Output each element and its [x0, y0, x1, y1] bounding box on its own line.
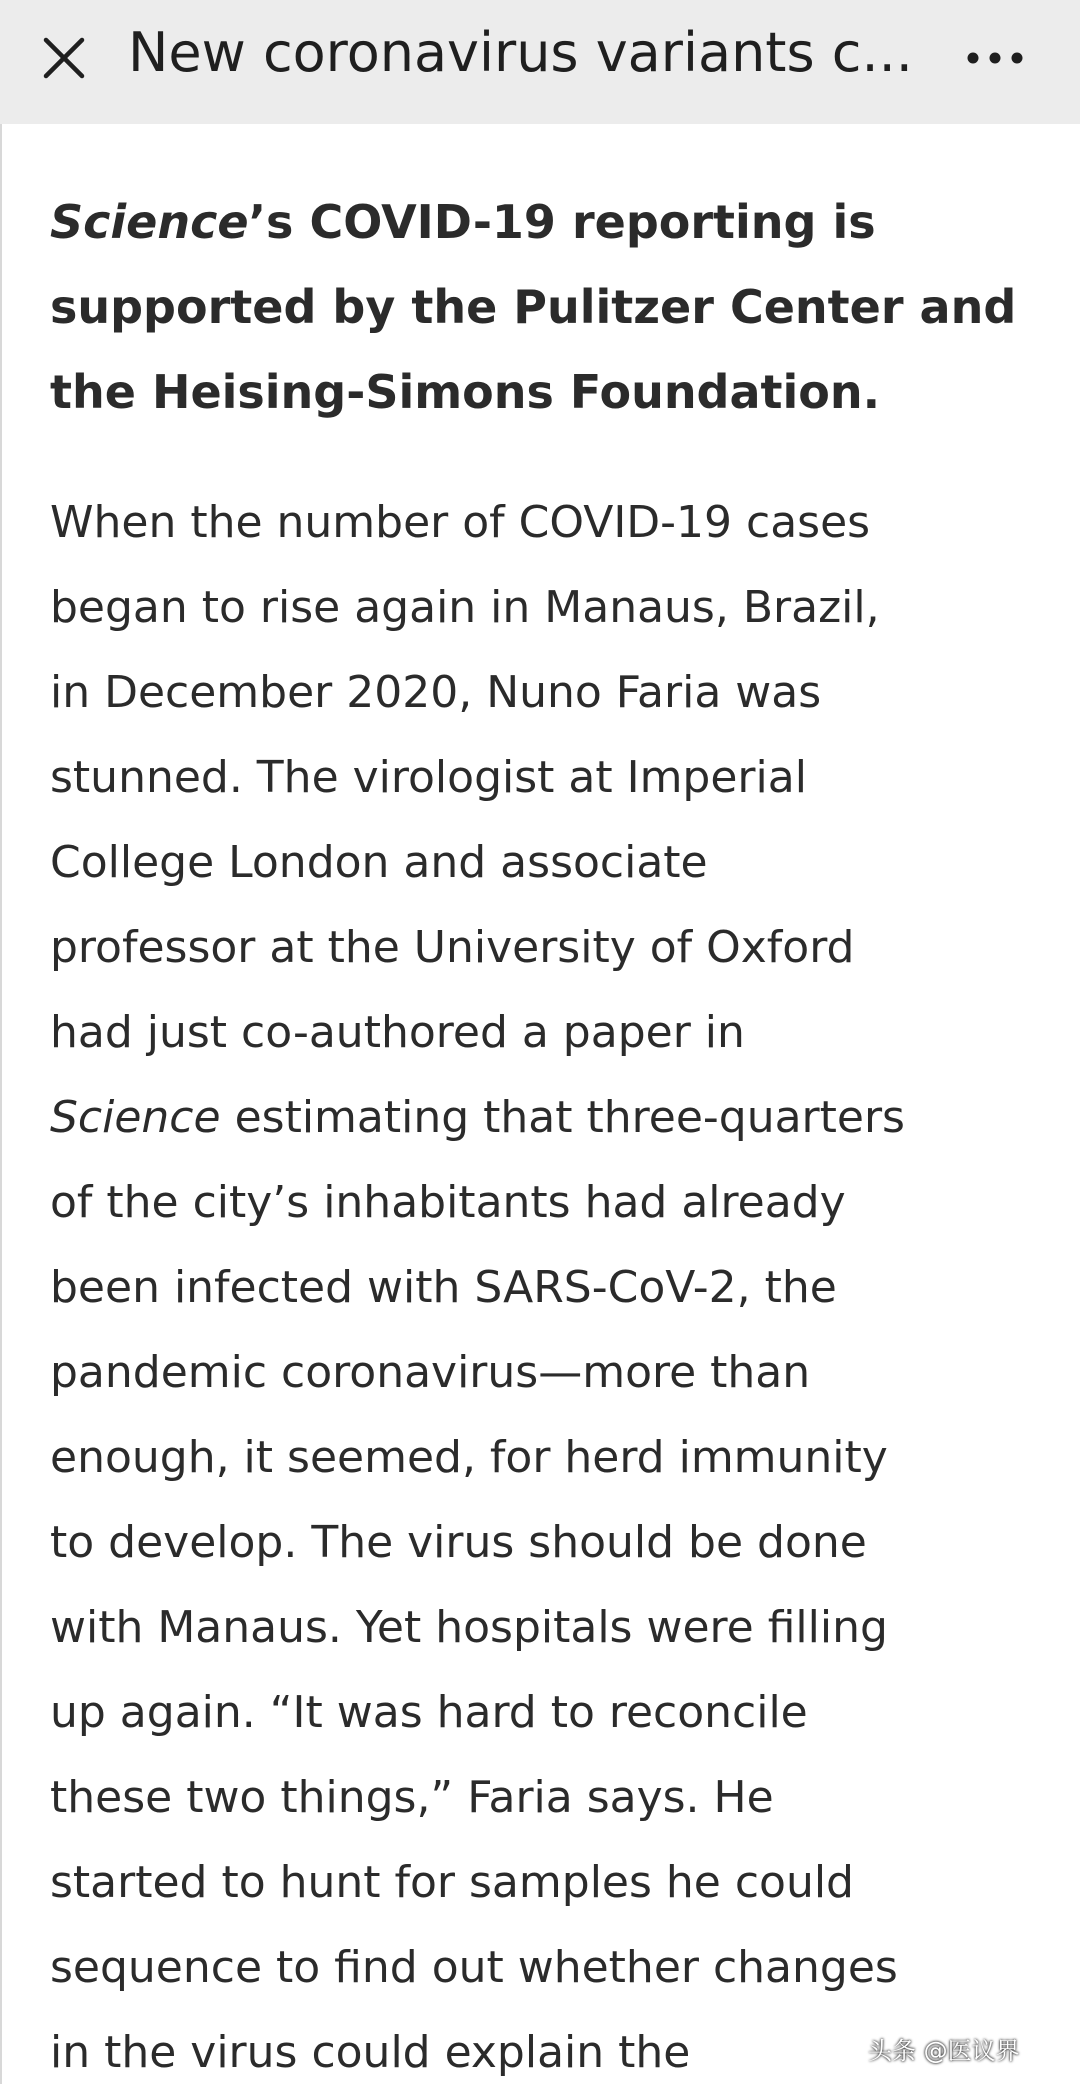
- paragraph-line: started to hunt for samples he could: [50, 1857, 854, 1908]
- support-note-line: the Heising-Simons Foundation.: [50, 365, 881, 419]
- paragraph-line: [50, 1075, 1050, 1160]
- paragraph-line: in December 2020, Nuno Faria was: [50, 667, 822, 718]
- paragraph-line: enough, it seemed, for herd immunity: [50, 1432, 888, 1483]
- paragraph-line: these two things,” Faria says. He: [50, 1772, 774, 1823]
- top-bar: [0, 0, 1080, 124]
- more-horizontal-icon: [965, 50, 1025, 66]
- paragraph-line: pandemic coronavirus—more than: [50, 1347, 811, 1398]
- support-note-line: supported by the Pulitzer Center and: [50, 280, 1017, 334]
- support-note-line: [50, 180, 1050, 265]
- paragraph-line: of the city’s inhabitants had already: [50, 1177, 846, 1228]
- page-title: New coronavirus variants c...: [128, 21, 913, 84]
- article-content[interactable]: [0, 124, 1080, 2084]
- paragraph-line: had just co-authored a paper in: [50, 1007, 745, 1058]
- support-note-text: ’s COVID-19 reporting is: [248, 195, 876, 249]
- paragraph-line: began to rise again in Manaus, Brazil,: [50, 582, 880, 633]
- close-icon: [42, 36, 86, 80]
- close-button[interactable]: [36, 30, 92, 86]
- support-note: [50, 180, 1050, 435]
- publication-name: Science: [50, 1092, 221, 1143]
- paragraph-line: sequence to find out whether changes: [50, 1942, 898, 1993]
- paragraph-line-text: estimating that three-quarters: [234, 1092, 905, 1143]
- paragraph-line: to develop. The virus should be done: [50, 1517, 867, 1568]
- paragraph-line: with Manaus. Yet hospitals were filling: [50, 1602, 888, 1653]
- paragraph-line: stunned. The virologist at Imperial: [50, 752, 807, 803]
- paragraph-line: in the virus could explain the: [50, 2027, 691, 2078]
- paragraph-line: College London and associate: [50, 837, 708, 888]
- paragraph-line: professor at the University of Oxford: [50, 922, 855, 973]
- watermark: 头条 @医议界: [868, 2037, 1020, 2065]
- article-paragraph: [50, 480, 1050, 2084]
- paragraph-line: up again. “It was hard to reconcile: [50, 1687, 808, 1738]
- publication-name: Science: [50, 195, 249, 249]
- paragraph-line: When the number of COVID-19 cases: [50, 497, 871, 548]
- paragraph-line: been infected with SARS-CoV-2, the: [50, 1262, 837, 1313]
- more-options-button[interactable]: [960, 34, 1030, 82]
